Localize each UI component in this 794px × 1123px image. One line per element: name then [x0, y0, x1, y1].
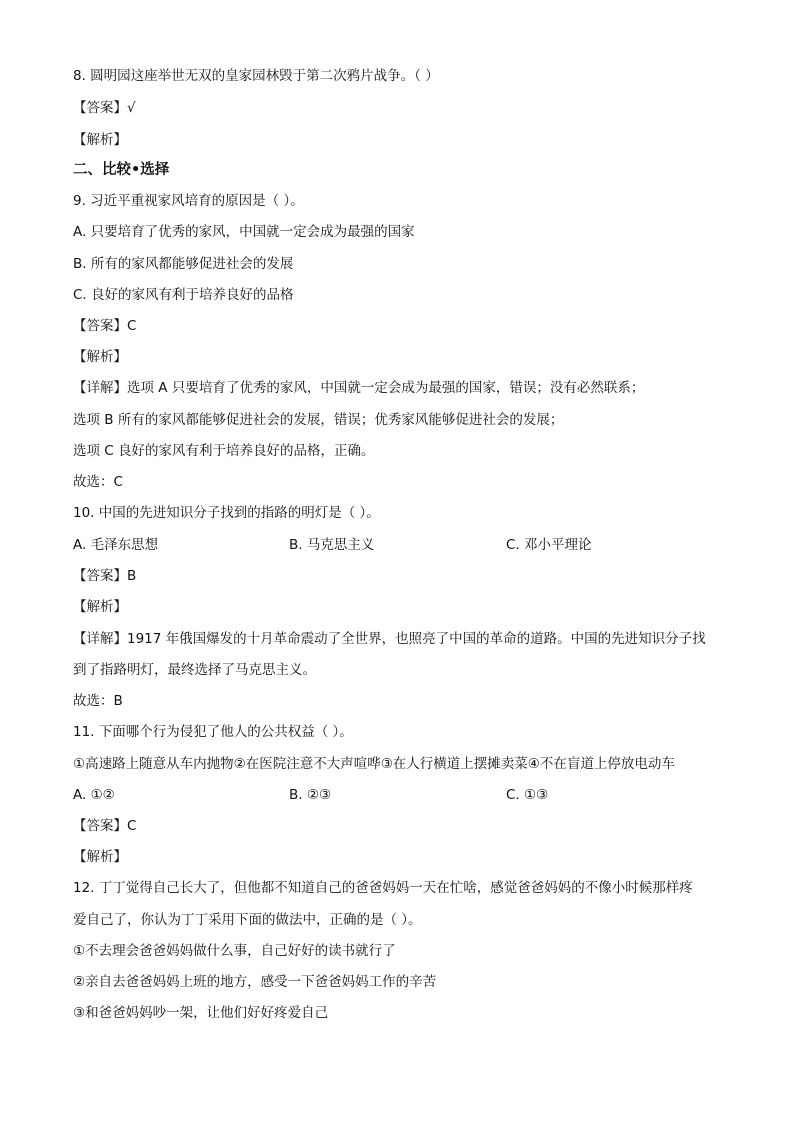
q10-option-b: B. 马克思主义 [289, 537, 375, 553]
q12-statement-3: ③和爸爸妈妈吵一架，让他们好好疼爱自己 [73, 1005, 329, 1021]
question-12-line-2: 爱自己了，你认为丁丁采用下面的做法中，正确的是（ ）。 [73, 912, 422, 928]
answer-9: 【答案】C [73, 318, 137, 334]
question-11: 11. 下面哪个行为侵犯了他人的公共权益（ ）。 [73, 724, 353, 740]
q10-option-c: C. 邓小平理论 [506, 537, 592, 553]
analysis-11: 【解析】 [73, 849, 127, 865]
question-8: 8. 圆明园这座举世无双的皇家园林毁于第二次鸦片战争。（ ） [73, 68, 439, 84]
question-10: 10. 中国的先进知识分子找到的指路的明灯是（ ）。 [73, 505, 380, 521]
q10-option-a: A. 毛泽东思想 [73, 537, 159, 553]
q9-option-a: A. 只要培育了优秀的家风，中国就一定会成为最强的国家 [73, 224, 415, 240]
q12-statement-2: ②亲自去爸爸妈妈上班的地方，感受一下爸爸妈妈工作的辛苦 [73, 974, 437, 990]
q11-option-b: B. ②③ [289, 787, 332, 803]
detail-10-line-2: 到了指路明灯，最终选择了马克思主义。 [73, 662, 316, 678]
detail-9-line-3: 选项 C 良好的家风有利于培养良好的品格，正确。 [73, 443, 375, 459]
q11-option-c: C. ①③ [506, 787, 549, 803]
answer-11: 【答案】C [73, 818, 137, 834]
answer-8: 【答案】√ [73, 100, 136, 116]
question-9: 9. 习近平重视家风培育的原因是（ ）。 [73, 193, 304, 209]
answer-10: 【答案】B [73, 568, 137, 584]
q11-option-a: A. ①② [73, 787, 115, 803]
detail-9-line-1: 【详解】选项 A 只要培育了优秀的家风，中国就一定会成为最强的国家，错误；没有必然联系； [73, 380, 645, 396]
q11-statements: ①高速路上随意从车内抛物②在医院注意不大声喧哗③在人行横道上摆摊卖菜④不在盲道上停放电动车 [73, 756, 675, 772]
q9-option-c: C. 良好的家风有利于培养良好的品格 [73, 287, 294, 303]
q12-statement-1: ①不去理会爸爸妈妈做什么事，自己好好的读书就行了 [73, 943, 396, 959]
analysis-8: 【解析】 [73, 132, 127, 148]
analysis-9: 【解析】 [73, 349, 127, 365]
question-12-line-1: 12. 丁丁觉得自己长大了，但他都不知道自己的爸爸妈妈一天在忙啥，感觉爸爸妈妈的不像小时候那样疼 [73, 880, 693, 896]
detail-9-line-2: 选项 B 所有的家风都能够促进社会的发展，错误；优秀家风能够促进社会的发展； [73, 412, 564, 428]
choice-9: 故选：C [73, 474, 123, 490]
section-title: 二、比较•选择 [73, 162, 170, 178]
analysis-10: 【解析】 [73, 599, 127, 615]
q9-option-b: B. 所有的家风都能够促进社会的发展 [73, 256, 294, 272]
choice-10: 故选：B [73, 693, 123, 709]
detail-10-line-1: 【详解】1917 年俄国爆发的十月革命震动了全世界，也照亮了中国的革命的道路。中国的先进知识分子找 [73, 631, 706, 647]
